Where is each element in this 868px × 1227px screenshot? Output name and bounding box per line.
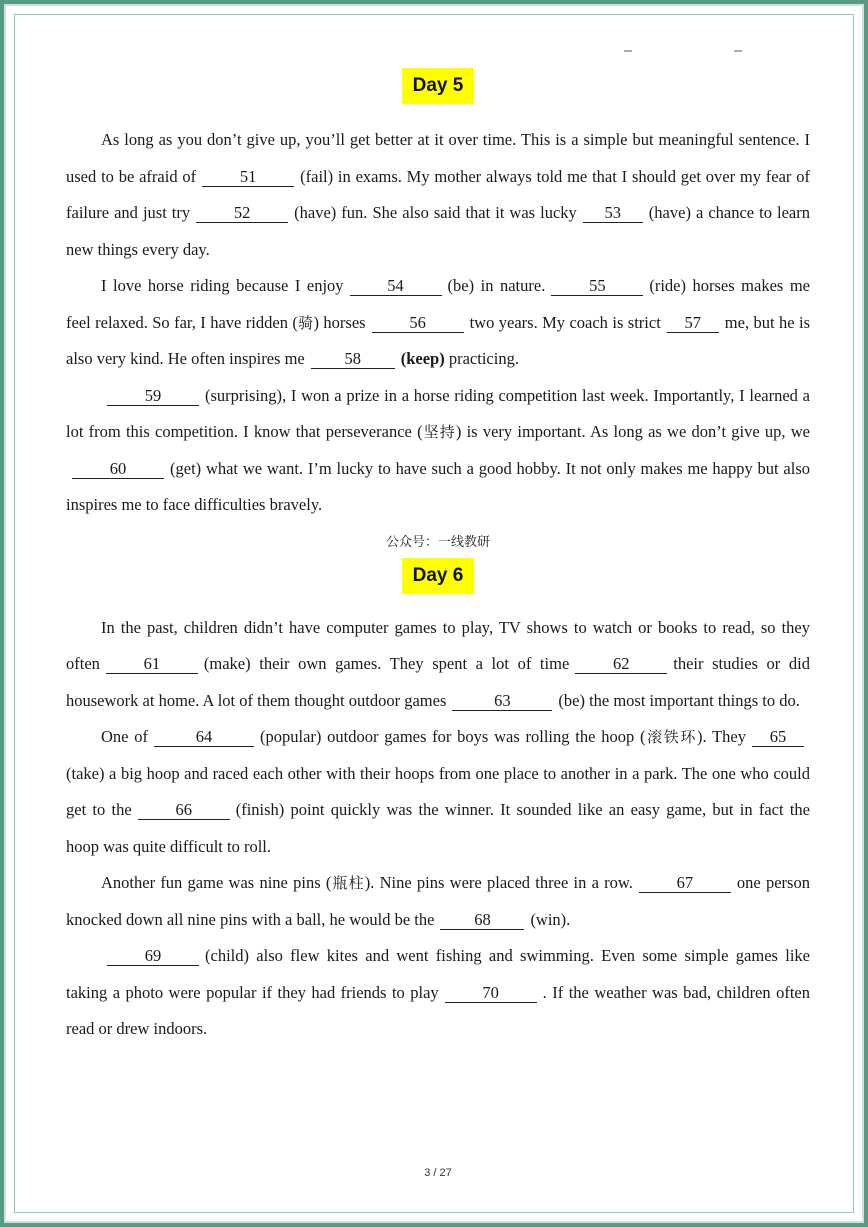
blank-63[interactable]: 63 <box>452 692 552 711</box>
blank-59[interactable]: 59 <box>107 387 199 406</box>
blank-64[interactable]: 64 <box>154 728 254 747</box>
scan-mark <box>734 50 742 52</box>
blank-68[interactable]: 68 <box>440 911 524 930</box>
blank-70[interactable]: 70 <box>445 984 537 1003</box>
text: One of <box>101 727 148 746</box>
blank-69[interactable]: 69 <box>107 947 199 966</box>
text: (popular) outdoor games for boys was rolling the hoop ( <box>260 727 646 746</box>
day5-paragraph-3 <box>66 378 810 524</box>
day5-paragraph-1 <box>66 122 810 268</box>
text: one person knocked down all nine pins with a ball, he would be the <box>66 873 810 929</box>
text: (ride) horses makes me feel relaxed. So far, I have ridden ( <box>66 276 810 332</box>
text: (win). <box>530 909 571 929</box>
chinese-gloss: 滚铁环 <box>645 728 697 746</box>
text: (be) the most important things to do. <box>558 690 800 710</box>
text: ). Nine pins were placed three in a row. <box>364 873 633 892</box>
blank-54[interactable]: 54 <box>350 277 442 296</box>
blank-55[interactable]: 55 <box>551 277 643 296</box>
text: (take) a big hoop and raced each other with their hoops from one place to another in a park. The one who could get to the <box>66 763 810 819</box>
chinese-gloss: 瓶柱 <box>331 874 365 892</box>
text: ) is very important. As long as we don’t give up, we <box>455 422 810 441</box>
blank-67[interactable]: 67 <box>639 874 731 893</box>
text: (surprising), I won a prize in a horse riding competition last week. Importantly, I learned a lot from this competition. I know that perseverance ( <box>66 385 810 441</box>
source-note: 公众号：一线教研 <box>385 534 490 550</box>
text: . If the weather was bad, children often read or drew indoors. <box>66 982 811 1038</box>
text: In the past, children didn’t have computer games to play, TV shows to watch or books to read, so they often <box>66 617 810 673</box>
chinese-gloss: 骑 <box>297 313 314 332</box>
day6-paragraph-4 <box>66 938 810 1048</box>
text: (get) what we want. I’m lucky to have such a good hobby. It not only makes me happy but also inspires me to face difficulties bravely. <box>66 458 810 514</box>
chinese-gloss: 坚持 <box>422 423 456 441</box>
document-content <box>66 68 810 1048</box>
day6-paragraph-1 <box>66 610 810 720</box>
text: (make) their own games. They spent a lot of time <box>203 654 570 673</box>
text: practicing. <box>448 349 519 368</box>
text: (be) in nature. <box>447 276 546 295</box>
blank-61[interactable]: 61 <box>106 655 198 674</box>
text: me, but he is also very kind. He often inspires me <box>66 312 811 368</box>
blank-58[interactable]: 58 <box>311 350 395 369</box>
day6-paragraph-2 <box>66 719 810 865</box>
text: (fail) in exams. My mother always told me that I should get over my fear of failure and just try <box>66 166 810 222</box>
blank-56[interactable]: 56 <box>372 314 464 333</box>
text: their studies or did housework at home. A lot of them thought outdoor games <box>66 654 810 710</box>
blank-62[interactable]: 62 <box>575 655 667 674</box>
blank-65[interactable]: 65 <box>752 728 804 747</box>
blank-60[interactable]: 60 <box>72 460 164 479</box>
text: ) horses <box>313 312 366 332</box>
blank-51[interactable]: 51 <box>202 168 294 187</box>
text: Another fun game was nine pins ( <box>101 873 332 892</box>
text: (child) also flew kites and went fishing and swimming. Even some simple games like taking a photo were popular if they had friends to play <box>66 946 810 1002</box>
blank-52[interactable]: 52 <box>196 204 288 223</box>
day6-paragraph-3 <box>66 865 810 938</box>
text: two years. My coach is strict <box>469 312 661 332</box>
text: (have) fun. She also said that it was lucky <box>294 203 577 222</box>
blank-53[interactable]: 53 <box>583 204 643 223</box>
text: ). They <box>697 727 746 746</box>
keep-hint: (keep) <box>400 349 445 368</box>
text: (finish) point quickly was the winner. It sounded like an easy game, but in fact the hoop was quite difficult to roll. <box>66 800 810 856</box>
blank-66[interactable]: 66 <box>138 801 230 820</box>
day6-title: Day 6 <box>402 558 474 594</box>
text: As long as you don’t give up, you’ll get better at it over time. This is a simple but meaningful sentence. I used to be afraid of <box>66 130 810 186</box>
page-number: 3 / 27 <box>424 1167 452 1179</box>
text: I love horse riding because I enjoy <box>101 276 344 295</box>
scan-mark <box>624 50 632 52</box>
blank-57[interactable]: 57 <box>667 314 719 333</box>
day5-paragraph-2 <box>66 268 810 378</box>
day5-title: Day 5 <box>402 68 474 104</box>
text: (have) a chance to learn new things every day. <box>66 203 810 259</box>
